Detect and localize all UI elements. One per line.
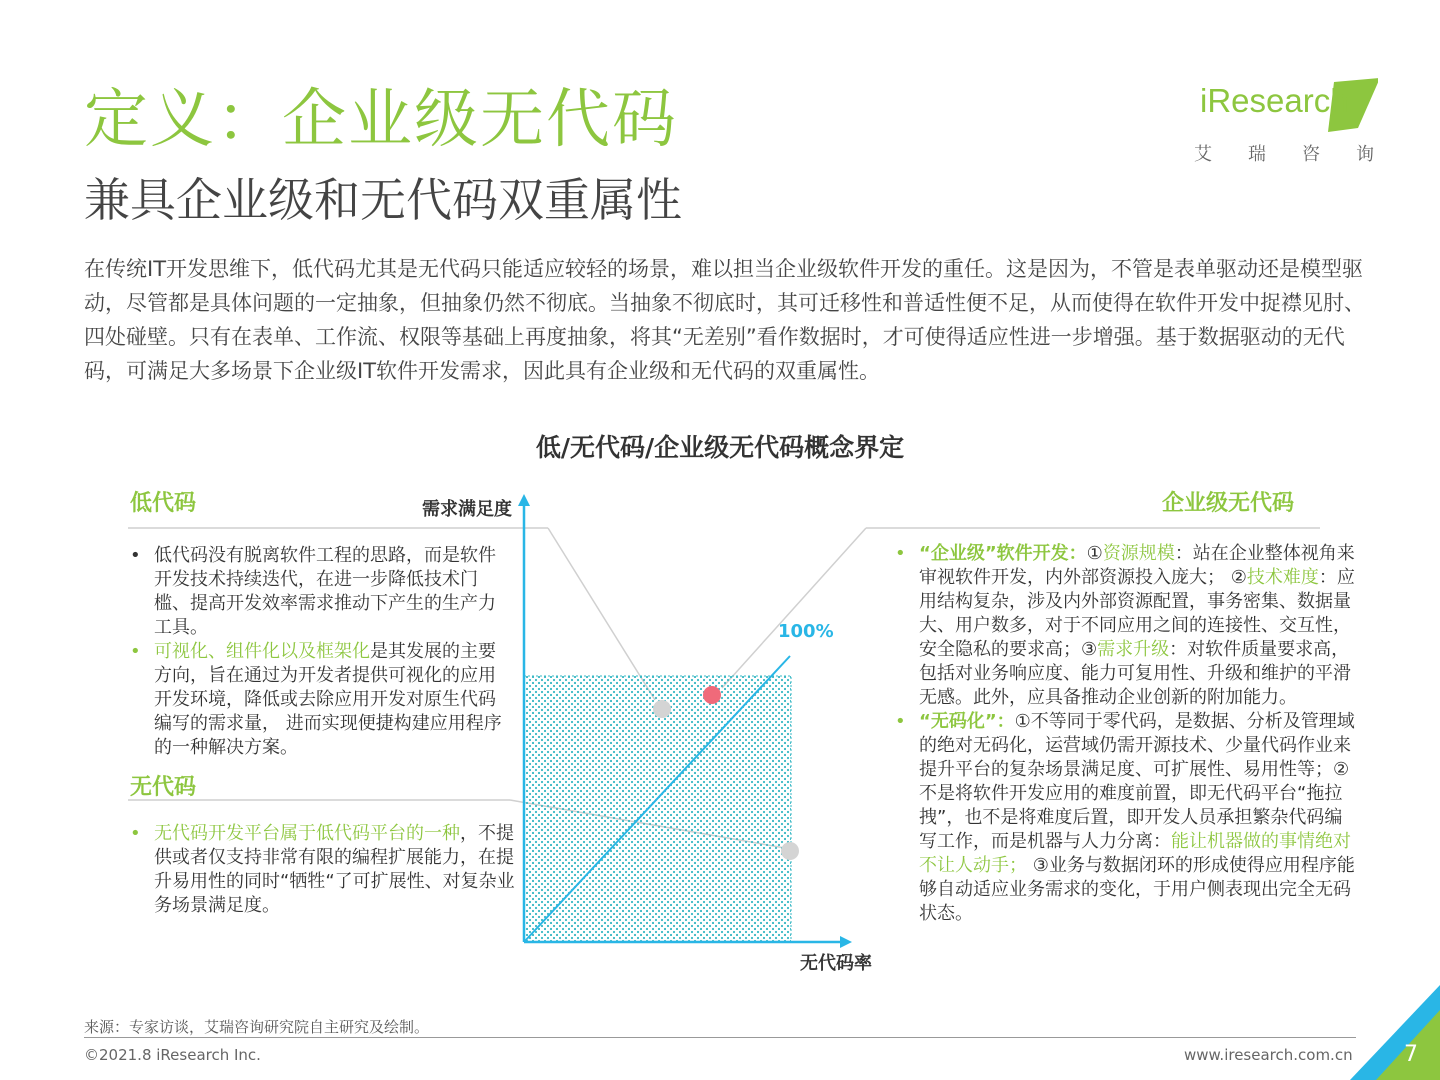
footer-copyright: ©2021.8 iResearch Inc. (84, 1046, 261, 1064)
no-code-title: 无代码 (130, 775, 197, 800)
low-code-dot (653, 700, 671, 718)
list-item (893, 710, 1355, 926)
y-axis-label: 需求满足度 (422, 499, 512, 520)
chart-title: 低/无代码/企业级无代码概念界定 (535, 433, 905, 462)
logo-cn-chars (1194, 140, 1374, 166)
low-code-highlight: 可视化、组件化以及框架化 (154, 641, 370, 662)
line-100-label: 100% (778, 621, 834, 642)
intro-paragraph: 在传统IT开发思维下，低代码尤其是无代码只能适应较轻的场景，难以担当企业级软件开发的重任。这是因为，不管是表单驱动还是模型驱动，尽管都是具体问题的一定抽象，但抽象仍然不彻底。当抽象不彻底时，其可迁移性和普适性便不足，从而使得在软件开发中捉襟见肘、四处碰壁。只有在表单、工作流、权限等基础上再度抽象，将其“无差别”看作数据时，才可使得适应性进一步增强。基于数据驱动的无代码，可满足大多场景下企业级IT软件开发需求，因此具有企业级和无代码的双重属性。 (84, 257, 1365, 383)
bullet-icon: • (130, 823, 141, 844)
list-item (128, 544, 508, 640)
no-code-dot (781, 842, 799, 860)
low-code-item-text: 是其发展的主要方向，旨在通过为开发者提供可视化的应用开发环境，降低或去除应用开发对原生代码编写的需求量， 进而实现便捷构建应用程序的一种解决方案。 (154, 641, 502, 758)
enterprise-no-code-title: 企业级无代码 (1162, 491, 1295, 516)
logo-cn-char: 瑞 (1248, 144, 1266, 165)
footer-source: 来源：专家访谈，艾瑞咨询研究院自主研究及绘制。 (84, 1018, 430, 1036)
footer-divider (84, 1037, 1356, 1038)
no-code-list (128, 822, 518, 918)
enterprise-text: ③业务与数据闭环的形成使得应用程序能够自动适应业务需求的变化，于用户侧表现出完全无码状态。 (919, 855, 1355, 924)
no-code-item-text: ，不提供或者仅支持非常有限的编程扩展能力，在提升易用性的同时“牺牲“了可扩展性、对复杂业务场景满足度。 (154, 823, 515, 916)
list-item (893, 542, 1355, 710)
enterprise-text: ：站在企业整体视角来审视软件开发，内外部资源投入庞大； ② (919, 543, 1355, 588)
enterprise-item-head: “企业级”软件开发： (919, 543, 1087, 564)
enterprise-list (893, 542, 1355, 926)
list-item (128, 640, 508, 760)
enterprise-text: ①不等同于零代码，是数据、分析及管理域的绝对无码化，运营域仍需开源技术、少量代码作业来提升平台的复杂场景满足度、可扩展性、易用性等；②不是将软件开发应用的难度前置，即无代码平台“拖拉拽”，也不是将难度后置，即开发人员承担繁杂代码编写工作，而是机器与人力分离： (919, 711, 1355, 852)
logo-cn-char: 艾 (1194, 144, 1212, 165)
enterprise-highlight: 资源规模 (1102, 543, 1175, 564)
logo-cn-char: 咨 (1302, 144, 1320, 165)
enterprise-item-head: “无码化”： (919, 711, 1015, 732)
footer-url[interactable]: www.iresearch.com.cn (1184, 1046, 1353, 1064)
page-number: 7 (1404, 1042, 1418, 1067)
bullet-icon: • (895, 543, 906, 564)
logo-cn-char: 询 (1356, 144, 1374, 165)
x-axis-arrow (840, 936, 852, 948)
connector-line (548, 528, 655, 700)
low-code-title: 低代码 (130, 491, 197, 516)
enterprise-highlight: 能让机器做的事情绝对不让人动手； (919, 831, 1351, 876)
low-code-item-text: 低代码没有脱离软件工程的思路，而是软件开发技术持续迭代，在进一步降低技术门槛、提高开发效率需求推动下产生的生产力工具。 (154, 545, 496, 638)
low-code-list (128, 544, 508, 760)
enterprise-no-code-dot (703, 686, 721, 704)
enterprise-text: ：对软件质量要求高，包括对业务响应度、能力可复用性、升级和维护的平滑无感。此外，应具备推动企业创新的附加能力。 (919, 639, 1351, 708)
page-subtitle: 兼具企业级和无代码双重属性 (84, 173, 682, 227)
bullet-icon: • (130, 545, 141, 566)
no-code-highlight: 无代码开发平台属于低代码平台的一种 (154, 823, 460, 844)
x-axis-label: 无代码率 (800, 953, 872, 974)
bullet-icon: • (130, 641, 141, 662)
y-axis-arrow (518, 494, 530, 506)
logo-brand: iResearch (1200, 82, 1349, 119)
enterprise-highlight: 需求升级 (1097, 639, 1170, 660)
enterprise-text: ：应用结构复杂，涉及内外部资源配置，事务密集、数据量大、用户数多，对于不同应用之间的连接性、交互性，安全隐私的要求高；③ (919, 567, 1355, 660)
iresearch-logo (1188, 78, 1378, 168)
enterprise-text: ① (1086, 543, 1103, 564)
bullet-icon: • (895, 711, 906, 732)
enterprise-highlight: 技术难度 (1246, 567, 1319, 588)
list-item (128, 822, 518, 918)
connector-line (722, 528, 866, 688)
page-title: 定义：企业级无代码 (84, 83, 678, 157)
